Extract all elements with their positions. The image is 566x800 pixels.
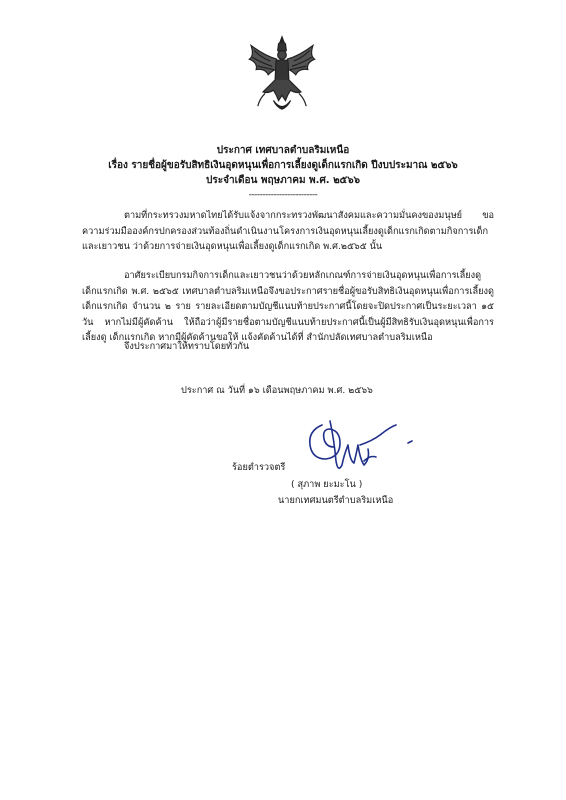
- signer-name: ( สุภาพ ยะมะโน ): [291, 479, 363, 490]
- announcement-date: ประกาศ ณ วันที่ ๑๖ เดือนพฤษภาคม พ.ศ. ๒๕๖๖: [181, 385, 373, 396]
- announcement-month: ประจำเดือน พฤษภาคม พ.ศ. ๒๕๖๖: [206, 175, 360, 186]
- paragraph-background: [82, 208, 494, 255]
- title-separator: -------------------------: [248, 190, 318, 200]
- announcement-subject: เรื่อง รายชื่อผู้ขอรับสิทธิเงินอุดหนุนเพื่อการเลี้ยงดูเด็กแรกเกิด ปีงบประมาณ ๒๕๖๖: [108, 160, 458, 171]
- paragraph-announcement: [82, 268, 494, 346]
- signer-rank: ร้อยตำรวจตรี: [232, 462, 286, 473]
- paragraph-closing: [82, 339, 494, 355]
- announcement-title: ประกาศ เทศบาลตำบลริมเหนือ: [216, 145, 350, 156]
- paragraph-closing-text: จึงประกาศมาให้ทราบโดยทั่วกัน: [124, 341, 250, 352]
- handwritten-signature: [300, 415, 416, 479]
- paragraph-announcement-text: อาศัยระเบียบกรมกิจการเด็กและเยาวชนว่าด้วยหลักเกณฑ์การจ่ายเงินอุดหนุนเพื่อการเลี้ยงดูเด็กแรกเกิด พ.ศ. ๒๕๖๕ เทศบาลตำบลริมเหนือจึงขอประกาศรายชื่อผู้ขอรับสิทธิเงินอุดหนุนเพื่อการเลี้ยงดู เด็กแรกเกิด จำนวน ๒ ราย รายละเอียดตามบัญชีแนบท้ายประกาศนี้โดยจะปิดประกาศเป็นระยะเวลา ๑๕ วัน หากไม่มีผู้คัดค้าน ให้ถือว่าผู้มีรายชื่อตามบัญชีแนบท้ายประกาศนี้เป็นผู้มีสิทธิรับเงินอุดหนุนเพื่อการเลี้ยงดู เด็กแรกเกิด หากมีผู้คัดค้านขอให้ แจ้งคัดค้านได้ที่ สำนักปลัดเทศบาลตำบลริมเหนือ: [82, 270, 494, 343]
- paragraph-background-text: ตามที่กระทรวงมหาดไทยได้รับแจ้งจากกระทรวงพัฒนาสังคมและความมั่นคงของมนุษย์ ขอความร่วมมือองค์กรปกครองส่วนท้องถิ่นดำเนินงานโครงการเงินอุดหนุนเลี้ยงดูเด็กแรกเกิดตามกิจการเด็กและเยาวชน ว่าด้วยการจ่ายเงินอุดหนุนเพื่อเลี้ยงดูเด็กแรกเกิด พ.ศ.๒๕๖๕ นั้น: [82, 210, 494, 252]
- signer-position: นายกเทศมนตรีตำบลริมเหนือ: [278, 495, 394, 506]
- garuda-emblem-icon: [239, 30, 325, 116]
